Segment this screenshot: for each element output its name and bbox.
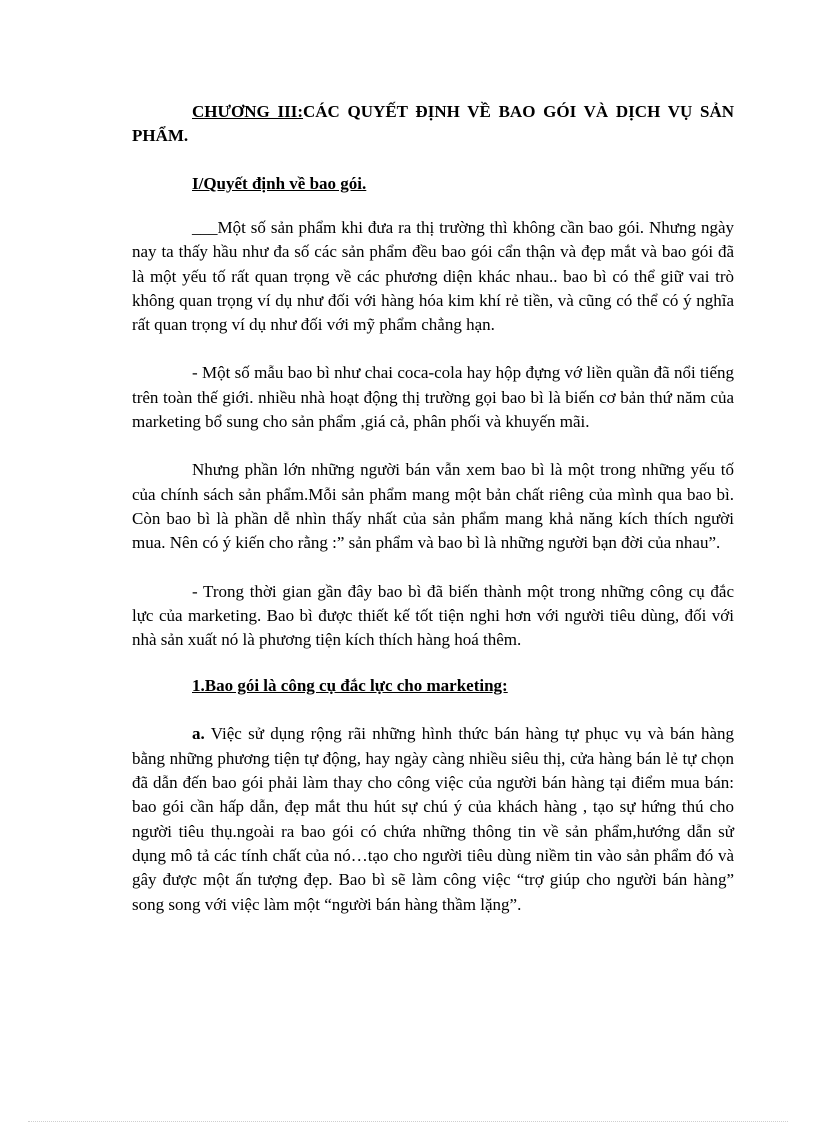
- paragraph-bullet-2: - Trong thời gian gần đây bao bì đã biến thành một trong những công cụ đắc lực của marketing. Bao bì được thiết kế tốt tiện nghi hơn với người tiêu dùng, đối với nhà sản xuất nó là phương tiện kích thích hàng hoá thêm.: [132, 581, 734, 650]
- paragraph-bullet-1: - Một số mẫu bao bì như chai coca-cola hay hộp đựng vớ liền quần đã nổi tiếng trên toàn thế giới. nhiều nhà hoạt động thị trường gọi bao bì là biến cơ bản thứ năm của marketing bổ sung cho sản phẩm ,giá cả, phân phối và khuyến mãi.: [132, 363, 734, 432]
- section-heading: I/Quyết định về bao gói.: [192, 174, 367, 193]
- paragraph-subsection-a: [132, 722, 734, 916]
- paragraph-intro: ___Một số sản phẩm khi đưa ra thị trường thì không cần bao gói. Nhưng ngày nay ta thấy hầu như đa số các sản phẩm đều bao gói cẩn thận và đẹp mắt và bao gói đã là một yếu tố rất quan trọng về các phương diện khác nhau.. bao bì có thể giữ vai trò không quan trọng ví dụ như đối với hàng hóa kim khí rẻ tiền, và cũng có thể có ý nghĩa rất quan trọng ví dụ như đối với mỹ phẩm chẳng hạn.: [132, 218, 734, 335]
- paragraph-lead-label: a.: [192, 724, 205, 744]
- chapter-title: CÁC QUYẾT ĐỊNH VỀ BAO GÓI VÀ DỊCH VỤ SẢN PHẨM.: [132, 102, 734, 145]
- paragraph-subsection-text: Việc sử dụng rộng rãi những hình thức bán hàng tự phục vụ và bán hàng bằng những phương tiện tự động, hay ngày càng nhiều siêu thị, cửa hàng bán lẻ tự chọn đã dẫn đến bao gói phải làm thay cho công việc của người bán hàng tại điểm mua bán: bao gói cần hấp dẫn, đẹp mắt thu hút sự chú ý của khách hàng , tạo sự hứng thú cho người tiêu thụ.ngoài ra bao gói có chứa những thông tin về sản phẩm,hướng dẫn sử dụng mô tả các tính chất của nó…tạo cho người tiêu dùng niềm tin vào sản phẩm đó và gây được một ấn tượng đẹp. Bao bì sẽ làm công việc “trợ giúp cho người bán hàng” song song với việc làm một “người bán hàng thầm lặng”.: [132, 724, 734, 914]
- paragraph-packaging-role: Nhưng phần lớn những người bán vẫn xem bao bì là một trong những yếu tố của chính sách sản phẩm.Mỗi sản phẩm mang một bản chất riêng của mình qua bao bì. Còn bao bì là phần dễ nhìn thấy nhất của sản phẩm mang khả năng kích thích người mua. Nên có ý kiến cho rằng :” sản phẩm và bao bì là những người bạn đời của nhau”.: [132, 460, 734, 553]
- document-body: [132, 100, 734, 917]
- chapter-heading: [132, 100, 734, 148]
- chapter-number: CHƯƠNG III:: [192, 102, 303, 121]
- page-bottom-divider: [28, 1121, 788, 1122]
- subsection-heading: 1.Bao gói là công cụ đắc lực cho marketing:: [192, 676, 508, 696]
